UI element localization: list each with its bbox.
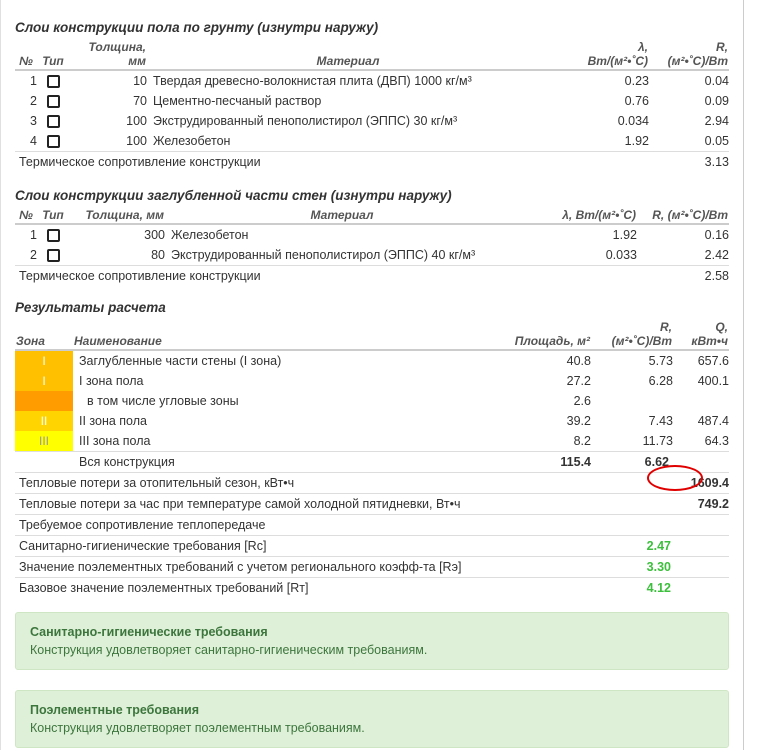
heat-hour-row: Тепловые потери за час при температуре самой холодной пятидневки, Вт•ч 749.2 — [15, 494, 729, 515]
base-row: Базовое значение поэлементных требований [Rт] 4.12 — [15, 578, 729, 599]
layer-type-checkbox[interactable] — [47, 135, 60, 148]
zone-row: II II зона пола 39.2 7.43 487.4 — [15, 411, 729, 431]
floor-layers-table — [15, 39, 729, 172]
table-row: 2 80 Экструдированный пенополистирол (ЭППС) 40 кг/м³ 0.033 2.42 — [30, 248, 729, 262]
col-type: Тип — [37, 39, 69, 70]
col-material: Материал — [147, 39, 549, 70]
total-r-value: 6.62 — [591, 452, 673, 473]
results-title: Результаты расчета — [15, 300, 166, 315]
layer-type-checkbox[interactable] — [47, 115, 60, 128]
col-thickness: Толщина, мм — [69, 39, 147, 70]
highlight-circle — [647, 465, 703, 491]
table-row: 3 100 Экструдированный пенополистирол (ЭППС) 30 кг/м³ 0.034 2.94 — [30, 114, 729, 128]
table-row: 2 70 Цементно-песчаный раствор 0.76 0.09 — [30, 94, 729, 108]
results-table: Зона Наименование Площадь, м² R, (м²•˚C)/Bm Q, кВт•ч I Заглубленные части стены (I зона) 40.8 5.73 657.6 I I зона пола 27.2 6.28 400.1 в том числе угловые зоны 2.6 II II зона пола 39.2 7.43 487.4 III III зона пола 8.2 11.73 64.3 Вся конструкция 115.4 6.62 Тепловые потери за отопительный сезон, кВт•ч 1609.4 Тепловые потери за час при температуре самой холодной пятидневки, Вт•ч 749.2 Требуемое сопротивление теплопередаче Санитарно-гигиенические требования [Rc] 2.47 Значение поэлементных требований с учетом регионального коэфф-та [Rэ] 3.30 Базовое значение поэлементных требований [Rт] 4.12 — [15, 319, 729, 598]
table-row: 1 300 Железобетон 1.92 0.16 — [30, 228, 729, 242]
zone-badge: I — [15, 350, 73, 371]
col-r: R, (м²•˚C)/Bm — [649, 39, 729, 70]
table-row: 4 100 Железобетон 1.92 0.05 — [30, 134, 729, 148]
zone-row: I I зона пола 27.2 6.28 400.1 — [15, 371, 729, 391]
layer-type-checkbox[interactable] — [47, 229, 60, 242]
layer-type-checkbox[interactable] — [47, 249, 60, 262]
element-reg-row: Значение поэлементных требований с учетом регионального коэфф-та [Rэ] 3.30 — [15, 557, 729, 578]
layer-type-checkbox[interactable] — [47, 95, 60, 108]
required-row: Требуемое сопротивление теплопередаче — [15, 515, 729, 536]
zone-badge: II — [15, 411, 73, 431]
floor-layers-title: Слои конструкции пола по грунту (изнутри наружу) — [15, 20, 379, 35]
heat-season-row: Тепловые потери за отопительный сезон, кВт•ч 1609.4 — [15, 473, 729, 494]
col-lambda: λ, Bm/(м²•˚C) — [549, 39, 649, 70]
total-row: Термическое сопротивление конструкции 2.58 — [15, 266, 729, 287]
zone-row: I Заглубленные части стены (I зона) 40.8 5.73 657.6 — [15, 350, 729, 371]
zone-badge: I — [15, 371, 73, 391]
sanitary-row: Санитарно-гигиенические требования [Rc] 2.47 — [15, 536, 729, 557]
total-row: Термическое сопротивление конструкции 3.13 — [15, 152, 729, 173]
zone-row: III III зона пола 8.2 11.73 64.3 — [15, 431, 729, 452]
wall-layers-table: № Тип Толщина, мм Материал λ, Bm/(м²•˚C) R, (м²•˚C)/Bm 1 300 Железобетон 1.92 0.16 2 80 Экструдированный пенополистирол (ЭППС) 40 кг/м³ 0.033 2.42 Термическое сопротивление конструкции 2.58 — [15, 207, 729, 286]
layer-type-checkbox[interactable] — [47, 75, 60, 88]
element-alert: Поэлементные требования Конструкция удовлетворяет поэлементным требованиям. — [15, 690, 729, 748]
sanitary-alert: Санитарно-гигиенические требования Конструкция удовлетворяет санитарно-гигиеническим требованиям. — [15, 612, 729, 670]
table-row: 1 10 Твердая древесно-волокнистая плита (ДВП) 1000 кг/м³ 0.23 0.04 — [30, 74, 729, 88]
zone-badge — [15, 391, 73, 411]
zone-row: в том числе угловые зоны 2.6 — [15, 391, 729, 411]
zone-badge: III — [15, 431, 73, 452]
total-construction-row: Вся конструкция 115.4 6.62 — [15, 452, 729, 473]
col-no: № — [15, 39, 37, 70]
wall-layers-title: Слои конструкции заглубленной части стен (изнутри наружу) — [15, 188, 452, 203]
